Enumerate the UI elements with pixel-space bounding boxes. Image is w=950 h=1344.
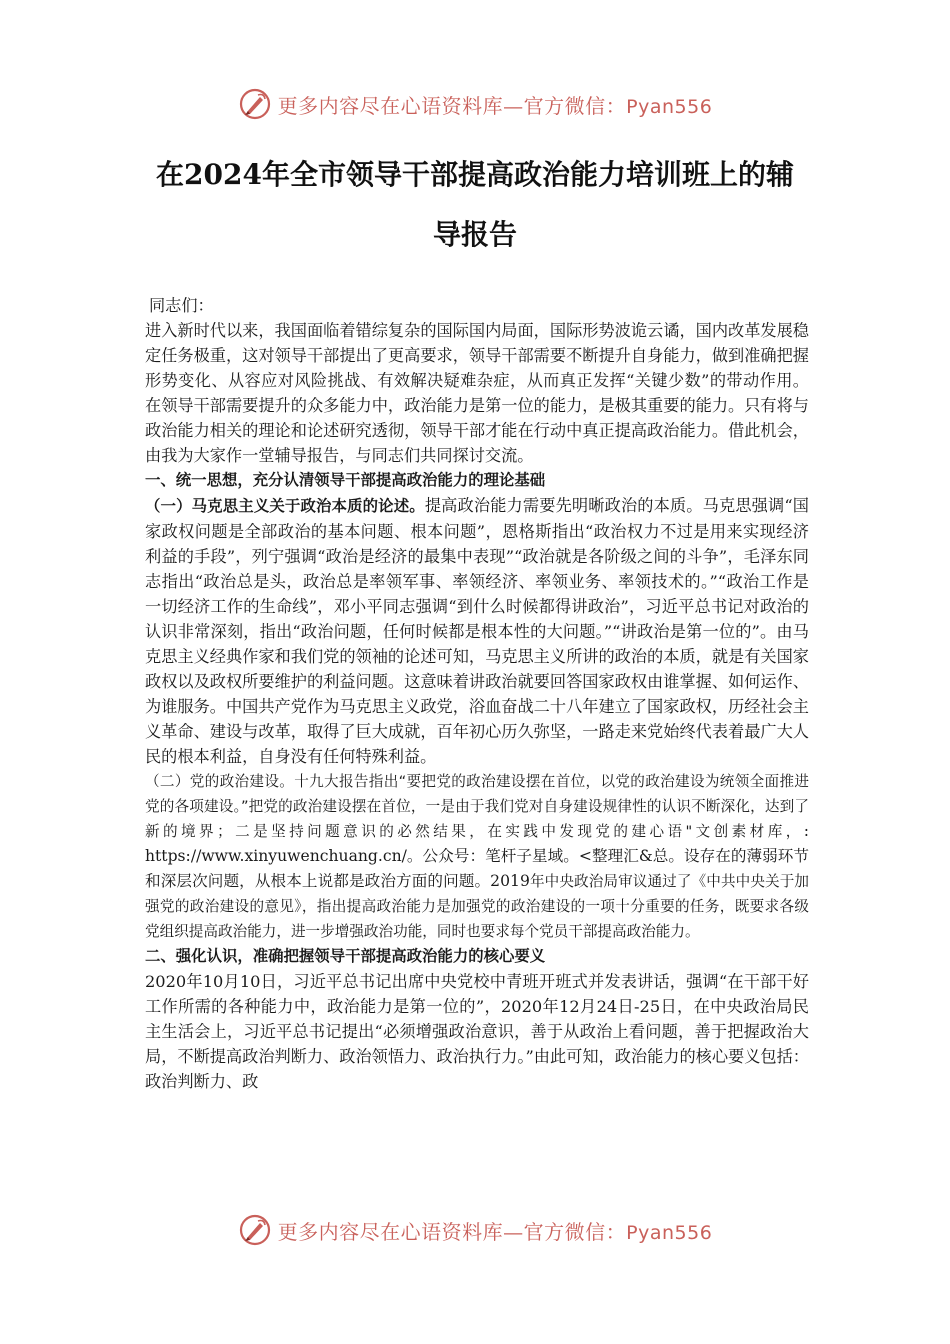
subsection-1-lead: （一）马克思主义关于政治本质的论述。 [145,497,425,515]
pen-logo-icon [238,1213,272,1247]
subsection-2-text-a: （二）党的政治建设。十九大报告指出“要把党的政治建设摆在首位，以党的政治建设为统领全面推进党的各项建设。”把党的政治建设摆在首位，一是由于我们党对自身建设规律性的认识不断深化，达到了新的境界；二是坚持问题意识的必然结果，在实践中发现党的建心语"文创素材库， [145,773,809,840]
subsection-2-text-b: : https://www.xinyuwenchuang.cn/。公众号：笔杆子星域。<整理汇&总。设存在的薄弱环节和深层次问题，从根本上说都是政治方面的问题。2019 [145,822,809,890]
title-line-1: 在2024年全市领导干部提高政治能力培训班上的辅 [156,158,794,191]
section-2-heading: 二、强化认识，准确把握领导干部提高政治能力的核心要义 [145,947,546,965]
pen-logo-icon [238,87,272,121]
subsection-1-text: 提高政治能力需要先明晰政治的本质。马克思强调“国家政权问题是全部政治的基本问题、根本问题”，恩格斯指出“政治权力不过是用来实现经济利益的手段”，列宁强调“政治是经济的最集中表现”“政治就是各阶级之间的斗争”，毛泽东同志指出“政治总是头，政治总是率领军事、率领经济、率领业务、率领技术的。”“政治工作是一切经济工作的生命线”，邓小平同志强调“到什么时候都得讲政治”，习近平总书记对政治的认识非常深刻，指出“政治问题，任何时候都是根本性的大问题。”“讲政治是第一位的”。由马克思主义经典作家和我们党的领袖的论述可知，马克思主义所讲的政治的本质，就是有关国家政权以及政权所要维护的利益问题。这意味着讲政治就要回答国家政权由谁掌握、如何运作、为谁服务。中国共产党作为马克思主义政党，浴血奋战二十八年建立了国家政权，历经社会主义革命、建设与改革，取得了巨大成就，百年初心历久弥坚，一路走来党始终代表着最广大人民的根本利益，自身没有任何特殊利益。 [145,496,809,766]
section-1-paragraph-1 [145,493,809,769]
intro-paragraph: 进入新时代以来，我国面临着错综复杂的国际国内局面，国际形势波诡云谲，国内改革发展稳定任务极重，这对领导干部提出了更高要求，领导干部需要不断提升自身能力，做到准确把握形势变化、从容应对风险挑战、有效解决疑难杂症，从而真正发挥“关键少数”的带动作用。在领导干部需要提升的众多能力中，政治能力是第一位的能力，是极其重要的能力。只有将与政治能力相关的理论和论述研究透彻，领导干部才能在行动中真正提高政治能力。借此机会，由我为大家作一堂辅导报告，与同志们共同探讨交流。 [145,321,809,465]
document-title [130,145,820,265]
greeting: 同志们： [149,296,214,315]
section-1-heading: 一、统一思想，充分认清领导干部提高政治能力的理论基础 [145,471,546,489]
section-2-paragraph-1: 2020年10月10日，习近平总书记出席中央党校中青班开班式并发表讲话，强调“在干部干好工作所需的各种能力中，政治能力是第一位的”，2020年12月24日-25日，在中央政治局民主生活会上，习近平总书记提出“必须增强政治意识，善于从政治上看问题，善于把握政治大局，不断提高政治判断力、政治领悟力、政治执行力。”由此可知，政治能力的核心要义包括：政治判断力、政 [145,972,809,1091]
section-1-paragraph-2 [145,769,809,944]
watermark-text: 更多内容尽在心语资料库—官方微信：Pyan556 [277,1219,713,1244]
watermark-text: 更多内容尽在心语资料库—官方微信：Pyan556 [277,93,713,118]
title-line-2: 导报告 [432,218,517,251]
watermark-banner-top [0,82,950,126]
document-body [145,293,809,1094]
watermark-banner-bottom [0,1208,950,1252]
subsection-2-text-c: 年中央政治局审议通过了《中共中央关于加强党的政治建设的意见》，指出提高政治能力是加强党的政治建设的一项十分重要的任务，既要求各级党组织提高政治能力，进一步增强政治功能，同时也要求每个党员干部提高政治能力。 [145,873,809,940]
